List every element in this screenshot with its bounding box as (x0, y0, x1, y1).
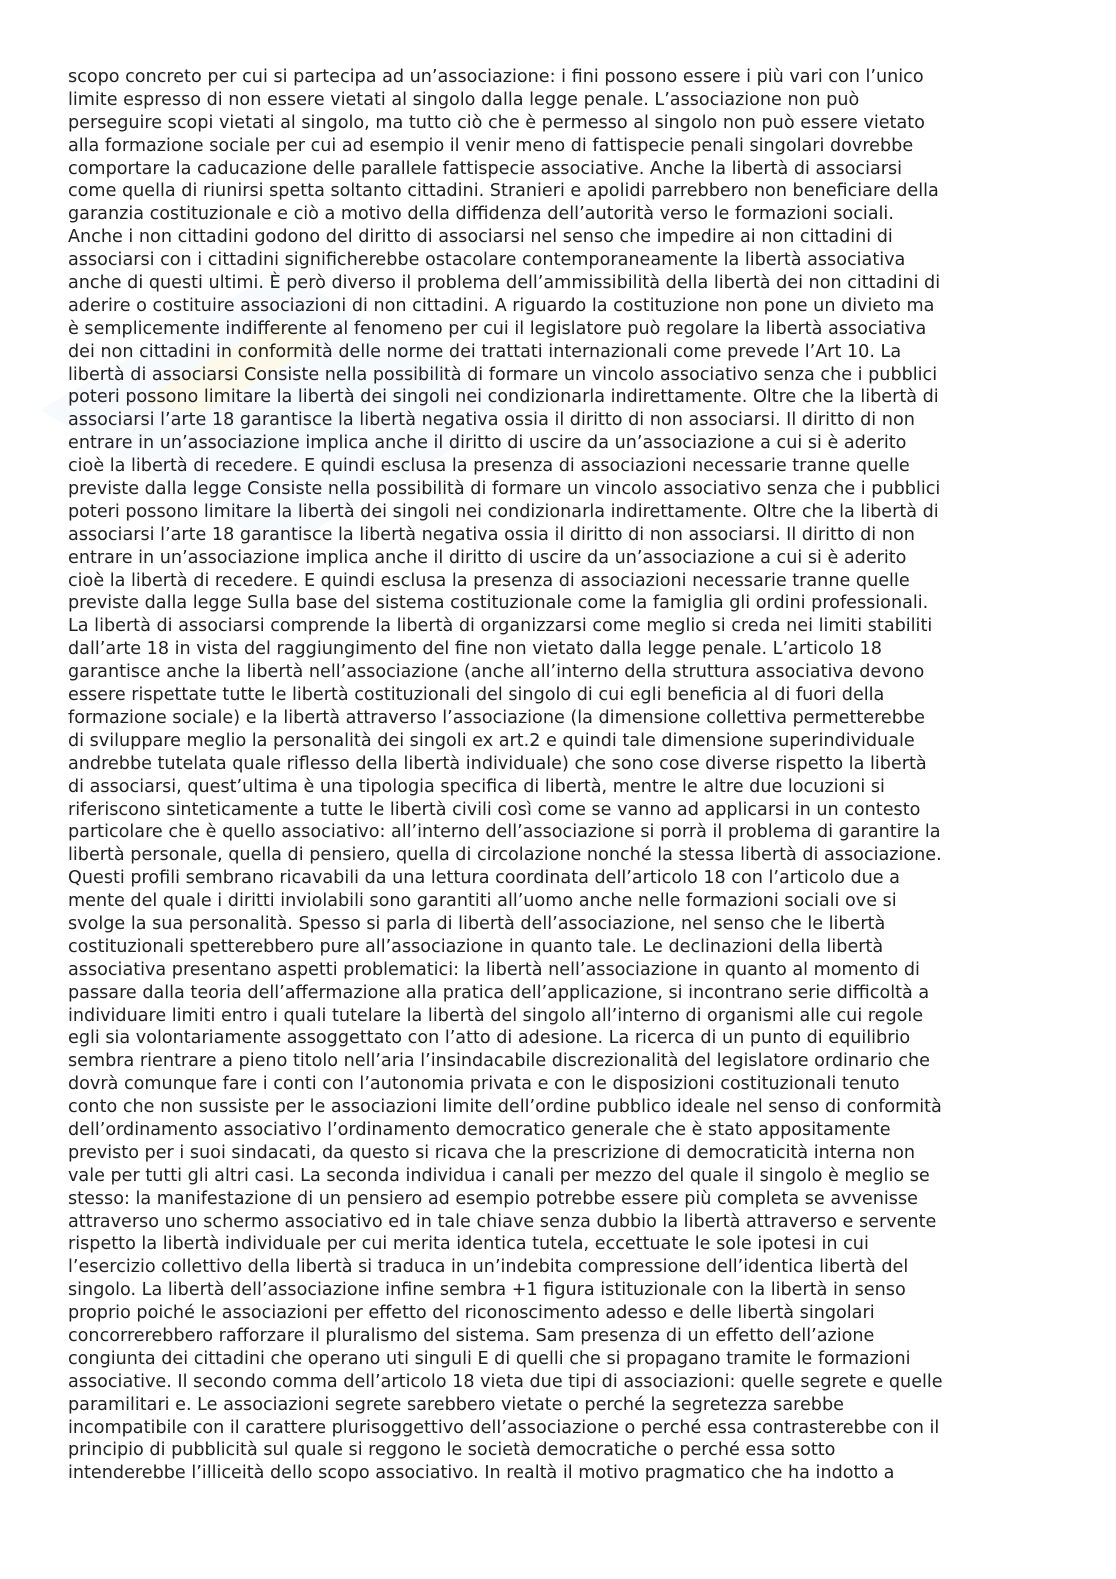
text-line: concorrerebbero rafforzare il pluralismo del sistema. Sam presenza di un effetto dell’azione (68, 1325, 875, 1346)
text-line: dall’arte 18 in vista del raggiungimento del fine non vietato dalla legge penale. L’articolo 18 (68, 639, 882, 660)
text-line: riferiscono sinteticamente a tutte le libertà civili così come se vanno ad applicarsi in un contesto (68, 799, 921, 820)
text-line: associarsi con i cittadini significherebbe ostacolare contemporaneamente la libertà associativa (68, 250, 906, 271)
text-line: previste dalla legge Sulla base del sistema costituzionale come la famiglia gli ordini professionali. (68, 593, 929, 614)
text-line: essere rispettate tutte le libertà costituzionali del singolo di cui egli beneficia al di fuori della (68, 685, 885, 706)
text-line: di sviluppare meglio la personalità dei singoli ex art.2 e quindi tale dimensione superindividuale (68, 730, 915, 751)
text-line: principio di pubblicità sul quale si reggono le società democratiche o perché essa sotto (68, 1440, 836, 1461)
text-line: perseguire scopi vietati al singolo, ma tutto ciò che è permesso al singolo non può essere vietato (68, 112, 925, 133)
text-line: Anche i non cittadini godono del diritto di associarsi nel senso che impedire ai non cittadini di (68, 227, 893, 248)
text-line: andrebbe tutelata quale riflesso della libertà individuale) che sono cose diverse rispetto la libertà (68, 753, 927, 774)
text-line: previste dalla legge Consiste nella possibilità di formare un vincolo associativo senza che i pubblici (68, 479, 941, 500)
text-line: dell’ordinamento associativo l’ordinamento democratico generale che è stato appositamente (68, 1119, 891, 1140)
text-line: associarsi l’arte 18 garantisce la libertà negativa ossia il diritto di non associarsi. Il diritto di non (68, 524, 915, 545)
text-line: passare dalla teoria dell’affermazione alla pratica dell’applicazione, si incontrano serie difficoltà a (68, 982, 930, 1003)
text-line: scopo concreto per cui si partecipa ad un’associazione: i fini possono essere i più vari con l’unico (68, 67, 924, 87)
text-line: intenderebbe l’illiceità dello scopo associativo. In realtà il motivo pragmatico che ha indotto a (68, 1463, 895, 1484)
text-line: entrare in un’associazione implica anche il diritto di uscire da un’associazione a cui si è aderito (68, 547, 907, 568)
text-line: come quella di riunirsi spetta soltanto cittadini. Stranieri e apolidi parrebbero non beneficiare della (68, 181, 939, 202)
text-line: singolo. La libertà dell’associazione infine sembra +1 figura istituzionale con la libertà in senso (68, 1280, 906, 1301)
text-line: particolare che è quello associativo: all’interno dell’associazione si porrà il problema di garantire la (68, 822, 941, 843)
text-line: cioè la libertà di recedere. E quindi esclusa la presenza di associazioni necessarie tranne quelle (68, 570, 910, 591)
text-line: garanzia costituzionale e ciò a motivo della diffidenza dell’autorità verso le formazioni sociali. (68, 204, 894, 225)
text-line: poteri possono limitare la libertà dei singoli nei condizionarla indirettamente. Oltre che la libertà di (68, 387, 939, 408)
text-line: anche di questi ultimi. È però diverso il problema dell’ammissibilità della libertà dei non cittadini di (68, 273, 941, 294)
text-line: Questi profili sembrano ricavabili da una lettura coordinata dell’articolo 18 con l’articolo due a (68, 868, 900, 889)
text-line: proprio poiché le associazioni per effetto del riconoscimento adesso e delle libertà singolari (68, 1303, 875, 1324)
text-line: associativa presentano aspetti problematici: la libertà nell’associazione in quanto al momento di (68, 959, 920, 980)
text-line: individuare limiti entro i quali tutelare la libertà del singolo all’interno di organismi alle cui regole (68, 1005, 924, 1026)
text-line: limite espresso di non essere vietati al singolo dalla legge penale. L’associazione non può (68, 89, 860, 110)
text-line: comportare la caducazione delle parallele fattispecie associative. Anche la libertà di associarsi (68, 158, 903, 179)
text-line: cioè la libertà di recedere. E quindi esclusa la presenza di associazioni necessarie tranne quelle (68, 456, 910, 477)
text-line: rispetto la libertà individuale per cui merita identica tutela, eccettuate le sole ipotesi in cui (68, 1234, 869, 1255)
text-line: sembra rientrare a pieno titolo nell’aria l’insindacabile discrezionalità del legislatore ordinario che (68, 1051, 930, 1072)
body-text (68, 66, 1058, 1485)
text-line: egli sia volontariamente assoggettato con l’atto di adesione. La ricerca di un punto di equilibrio (68, 1028, 911, 1049)
text-line: stesso: la manifestazione di un pensiero ad esempio potrebbe essere più completa se avvenisse (68, 1188, 918, 1209)
text-line: libertà di associarsi Consiste nella possibilità di formare un vincolo associativo senza che i pubblici (68, 364, 938, 385)
text-line: La libertà di associarsi comprende la libertà di organizzarsi come meglio si creda nei limiti stabiliti (68, 616, 933, 637)
text-line: previsto per i suoi sindacati, da questo si ricava che la prescrizione di democraticità interna non (68, 1142, 915, 1163)
text-line: entrare in un’associazione implica anche il diritto di uscire da un’associazione a cui si è aderito (68, 433, 907, 454)
text-line: mente del quale i diritti inviolabili sono garantiti all’uomo anche nelle formazioni sociali ove si (68, 891, 897, 912)
text-line: svolge la sua personalità. Spesso si parla di libertà dell’associazione, nel senso che le libertà (68, 913, 886, 934)
text-line: aderire o costituire associazioni di non cittadini. A riguardo la costituzione non pone un divieto ma (68, 295, 935, 316)
text-line: vale per tutti gli altri casi. La seconda individua i canali per mezzo del quale il singolo è meglio se (68, 1165, 930, 1186)
text-line: associarsi l’arte 18 garantisce la libertà negativa ossia il diritto di non associarsi. Il diritto di non (68, 410, 915, 431)
text-line: associative. Il secondo comma dell’articolo 18 vieta due tipi di associazioni: quelle segrete e quelle (68, 1371, 943, 1392)
text-line: alla formazione sociale per cui ad esempio il venir meno di fattispecie penali singolari dovrebbe (68, 135, 914, 156)
text-line: di associarsi, quest’ultima è una tipologia specifica di libertà, mentre le altre due locuzioni si (68, 776, 885, 797)
text-line: congiunta dei cittadini che operano uti singuli E di quelli che si propagano tramite le formazioni (68, 1348, 911, 1369)
text-line: dovrà comunque fare i conti con l’autonomia privata e con le disposizioni costituzionali tenuto (68, 1074, 900, 1095)
text-line: formazione sociale) e la libertà attraverso l’associazione (la dimensione collettiva permetterebbe (68, 707, 925, 728)
text-line: conto che non sussiste per le associazioni limite dell’ordine pubblico ideale nel senso di conformità (68, 1097, 942, 1118)
text-line: è semplicemente indifferente al fenomeno per cui il legislatore può regolare la libertà associativa (68, 318, 927, 339)
text-line: garantisce anche la libertà nell’associazione (anche all’interno della struttura associativa devono (68, 662, 925, 683)
text-line: costituzionali spetterebbero pure all’associazione in quanto tale. Le declinazioni della libertà (68, 936, 884, 957)
text-line: attraverso uno schermo associativo ed in tale chiave senza dubbio la libertà attraverso e servente (68, 1211, 937, 1232)
text-line: paramilitari e. Le associazioni segrete sarebbero vietate o perché la segretezza sarebbe (68, 1394, 844, 1415)
text-line: poteri possono limitare la libertà dei singoli nei condizionarla indirettamente. Oltre che la libertà di (68, 501, 939, 522)
text-line: l’esercizio collettivo della libertà si traduca in un’indebita compressione dell’identica libertà del (68, 1257, 909, 1278)
text-line: libertà personale, quella di pensiero, quella di circolazione nonché la stessa libertà di associazione. (68, 845, 942, 866)
text-line: dei non cittadini in conformità delle norme dei trattati internazionali come prevede l’Art 10. La (68, 341, 902, 362)
text-line: incompatibile con il carattere plurisoggettivo dell’associazione o perché essa contrasterebbe con il (68, 1417, 940, 1438)
